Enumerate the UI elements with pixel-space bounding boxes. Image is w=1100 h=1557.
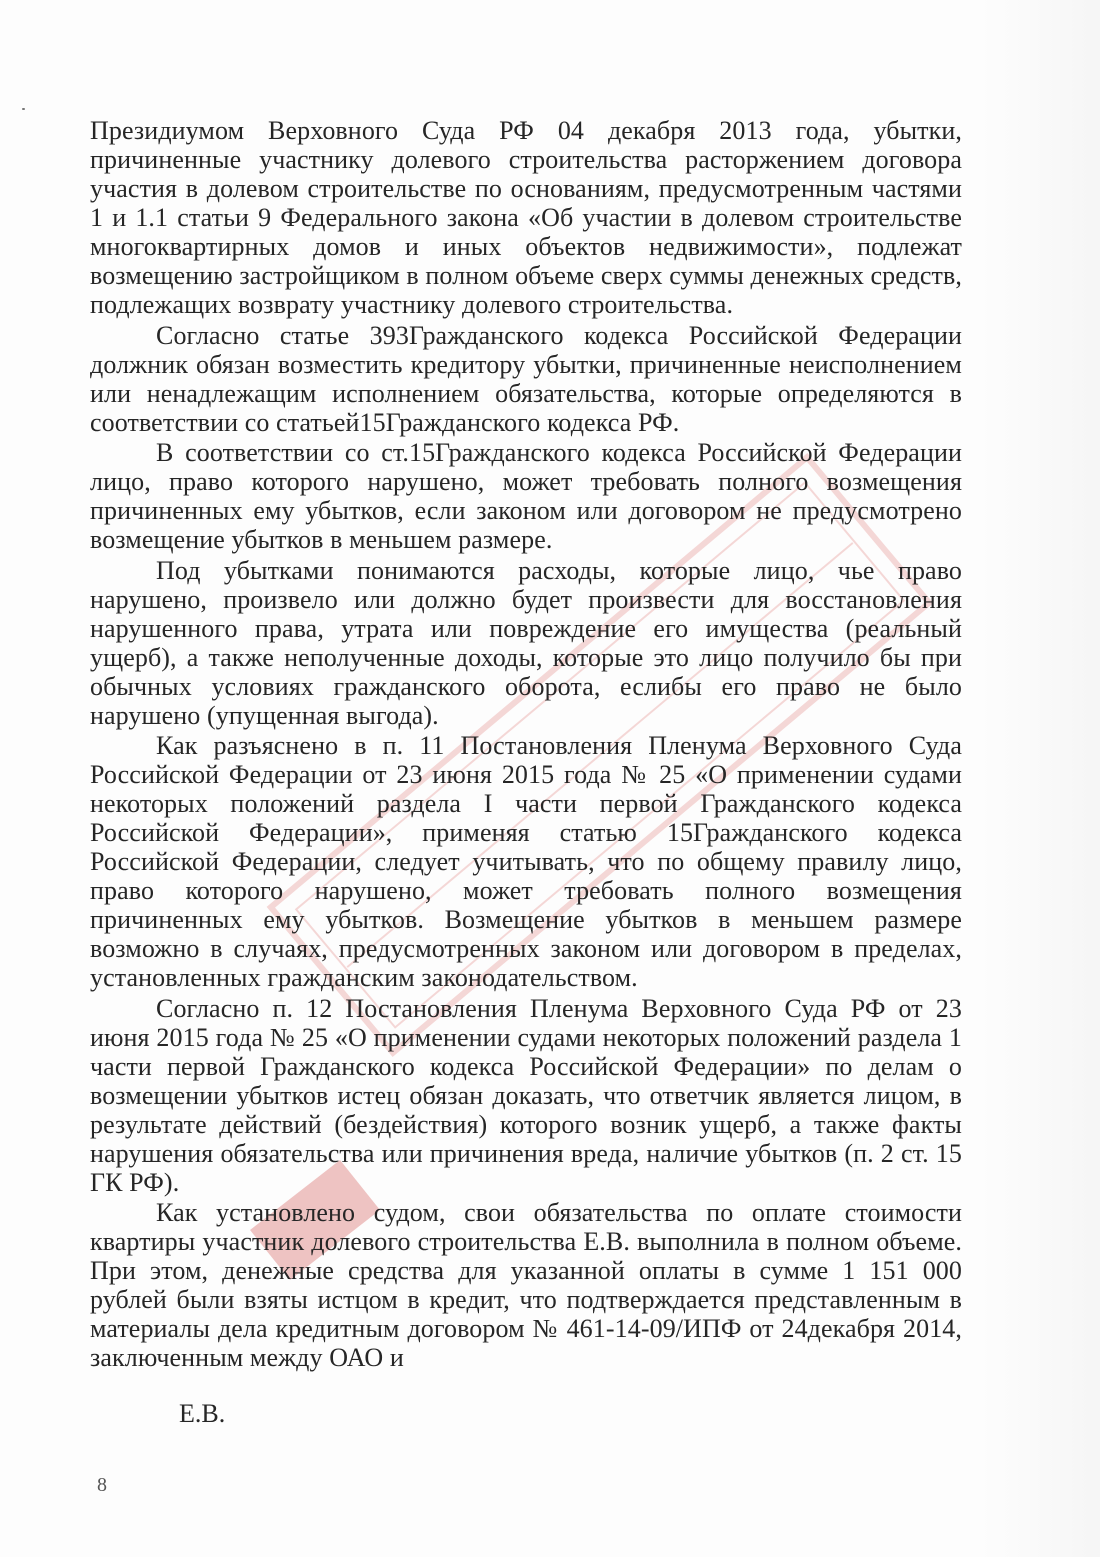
paragraph: Президиумом Верховного Суда РФ 04 декабря 2013 года, убытки, причиненные участнику долевого строительства расторжением договора участия в долевом строительстве по основаниям, предусмотренным частями 1 и 1.1 статьи 9 Федерального закона «Об участии в долевом строительстве многоквартирных домов и иных объектов недвижимости», подлежат возмещению застройщиком в полном объеме сверх суммы денежных средств, подлежащих возврату участнику долевого строительства. [90, 116, 962, 319]
document-body [90, 116, 962, 1372]
paragraph: В соответствии со ст.15Гражданского кодекса Российской Федерации лицо, право которого нарушено, может требовать полного возмещения причиненных ему убытков, если законом или договором не предусмотрено возмещение убытков в меньшем размере. [90, 438, 962, 554]
page-number: 8 [97, 1474, 107, 1496]
page-edge-shadow [980, 0, 1100, 1557]
paragraph: Как разъяснено в п. 11 Постановления Пленума Верховного Суда Российской Федерации от 23 июня 2015 года № 25 «О применении судами некоторых положений раздела I части первой Гражданского кодекса Российской Федерации», применяя статью 15Гражданского кодекса Российской Федерации, следует учитывать, что по общему правилу лицо, право которого нарушено, может требовать полного возмещения причиненных ему убытков. Возмещение убытков в меньшем размере возможно в случаях, предусмотренных законом или договором в пределах, установленных гражданским законодательством. [90, 731, 962, 992]
paragraph: Согласно статье 393Гражданского кодекса Российской Федерации должник обязан возместить кредитору убытки, причиненные неисполнением или ненадлежащим исполнением обязательства, которые определяются в соответствии со статьей15Гражданского кодекса РФ. [90, 320, 962, 437]
paragraph: Под убытками понимаются расходы, которые лицо, чье право нарушено, произвело или должно будет произвести для восстановления нарушенного права, утрата или повреждение его имущества (реальный ущерб), а также неполученные доходы, которые это лицо получило бы при обычных условиях гражданского оборота, еслибы его право не было нарушено (упущенная выгода). [90, 555, 962, 730]
continuation-line: Е.В. [179, 1399, 226, 1428]
paragraph: Согласно п. 12 Постановления Пленума Верховного Суда РФ от 23 июня 2015 года № 25 «О применении судами некоторых положений раздела 1 части первой Гражданского кодекса Российской Федерации» по делам о возмещении убытков истец обязан доказать, что ответчик является лицом, в результате действий (бездействия) которого возник ущерб, а также факты нарушения обязательства или причинения вреда, наличие убытков (п. 2 ст. 15 ГК РФ). [90, 993, 962, 1197]
scan-speck [22, 108, 25, 110]
paragraph: Как установлено судом, свои обязательства по оплате стоимости квартиры участник долевого строительства Е.В. выполнила в полном объеме. При этом, денежные средства для указанной оплаты в сумме 1 151 000 рублей были взяты истцом в кредит, что подтверждается представленным в материалы дела кредитным договором № 461-14-09/ИПФ от 24декабря 2014, заключенным между ОАО и [90, 1198, 962, 1372]
